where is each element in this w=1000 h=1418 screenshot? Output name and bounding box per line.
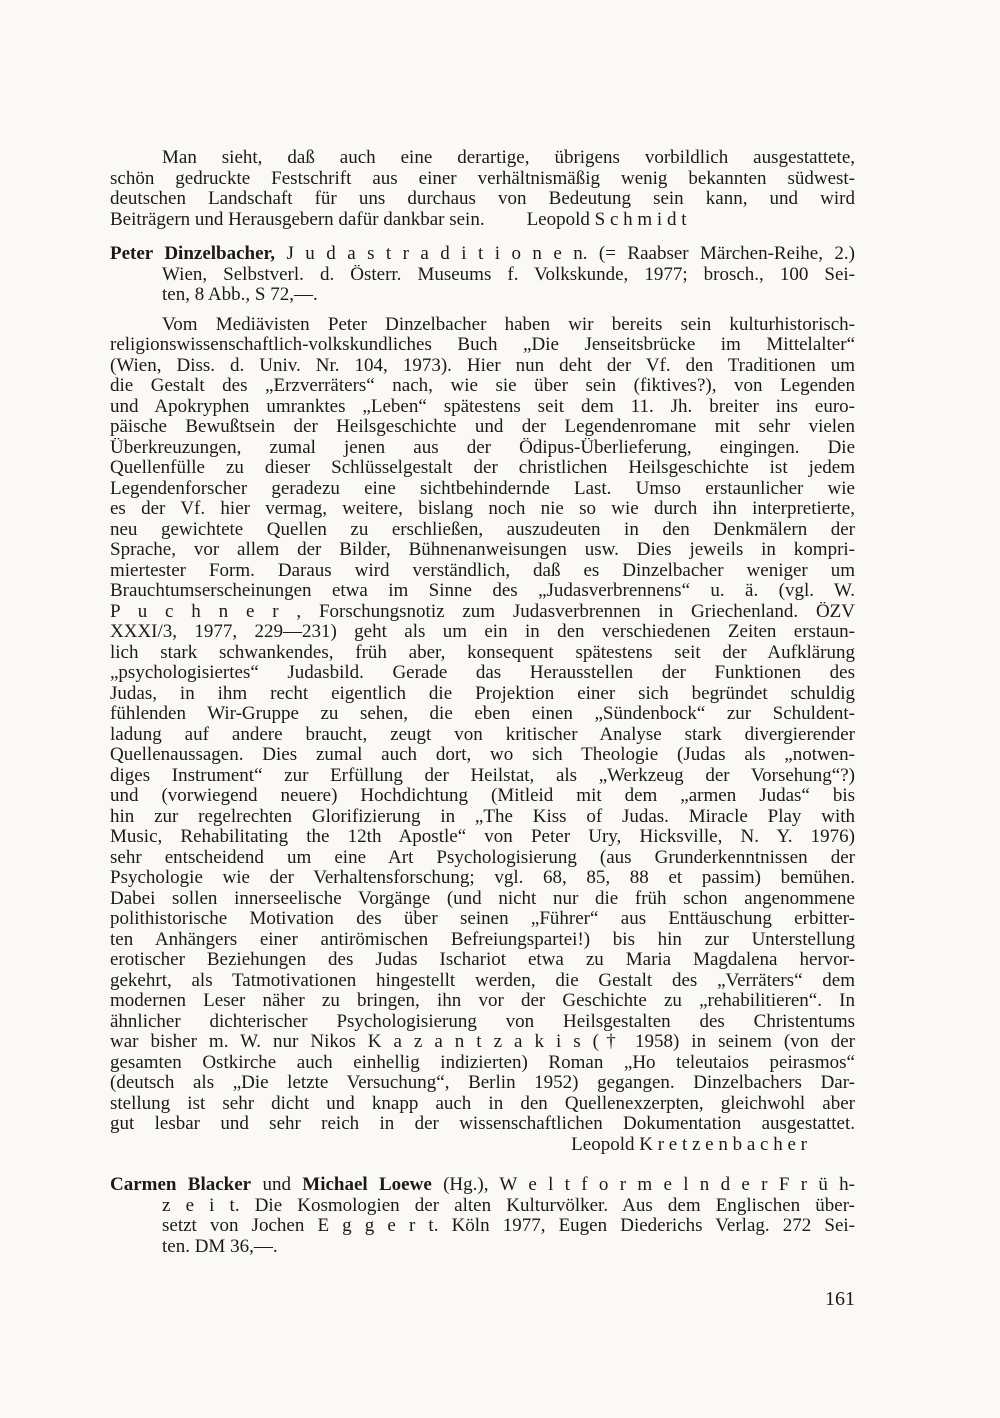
- text-line: neu gewichtete Quellen zu erschließen, auszudeuten in den Denkmälern der: [110, 519, 855, 540]
- text-line: XXXI/3, 1977, 229—231) geht als um ein in den verschiedenen Zeiten erstaun-: [110, 622, 855, 642]
- text-line: war bisher m. W. nur Nikos K a z a n t z a k i s († 1958) in seinem (von der: [110, 1032, 855, 1052]
- text-line: (Wien, Diss. d. Univ. Nr. 104, 1973). Hier nun deht der Vf. den Traditionen um: [110, 355, 855, 376]
- text-line: lich stark schwankendes, früh aber, konsequent spätestens seit der Aufklärung: [110, 642, 855, 663]
- text-line: fühlenden Wir-Gruppe zu sehen, die eben einen „Sündenbock“ zur Schuldent-: [110, 704, 855, 724]
- text-line: modernen Leser näher zu bringen, ihn vor der Geschichte zu „rehabilitieren“. In: [110, 991, 855, 1011]
- text-line: Legendenforscher geradezu eine sichtbehindernde Last. Umso erstaunlicher wie: [110, 478, 855, 499]
- text-line: stellung ist sehr dicht und knapp auch in den Quellenexzerpten, gleichwohl aber: [110, 1093, 855, 1114]
- text-line: [110, 210, 855, 231]
- text-column: [110, 148, 855, 1266]
- reviewer-signature: Leopold S c h m i d t: [526, 209, 687, 230]
- text-line: (deutsch als „Die letzte Versuchung“, Berlin 1952) gegangen. Dinzelbachers Dar-: [110, 1073, 855, 1093]
- text-segment: (Hg.), W e l t f o r m e l n d e r F r ü h-: [431, 1175, 855, 1195]
- bib-entry-blacker-loewe: [110, 1175, 855, 1257]
- reviewer-signature: Leopold K r e t z e n b a c h e r: [571, 1134, 807, 1155]
- text-line: [110, 244, 855, 265]
- text-line: sehr entscheidend um eine Art Psychologisierung (aus Grunderkenntnissen der: [110, 847, 855, 868]
- text-line: Dabei sollen innerseelische Vorgänge (und nicht nur die früh schon angenommene: [110, 888, 855, 909]
- text-line: es der Vf. hier vermag, weitere, bislang noch nie so wie durch ihn interpretierte,: [110, 499, 855, 519]
- text-line: ten, 8 Abb., S 72,—.: [162, 285, 318, 305]
- text-line: gekehrt, als Tatmotivationen hingestellt werden, die Gestalt des „Verräters“ dem: [110, 970, 855, 991]
- text-line: Brauchtumserscheinungen etwa im Sinne des „Judasverbrennens“ u. ä. (vgl. W.: [110, 581, 855, 601]
- text-line: und Apokryphen umranktes „Leben“ spätestens seit dem 11. Jh. breiter ins euro-: [110, 396, 855, 417]
- text-line: z e i t. Die Kosmologien der alten Kulturvölker. Aus dem Englischen über-: [162, 1195, 855, 1216]
- text-segment: und: [251, 1175, 303, 1195]
- text-line: erotischer Beziehungen des Judas Ischariot etwa zu Maria Magdalena hervor-: [110, 950, 855, 970]
- text-line: Wien, Selbstverl. d. Österr. Museums f. Volkskunde, 1977; brosch., 100 Sei-: [162, 264, 855, 285]
- text-line: Vom Mediävisten Peter Dinzelbacher haben wir bereits sein kulturhistorisch-: [162, 314, 855, 335]
- author-name: Carmen Blacker: [110, 1175, 252, 1195]
- text-line: die Gestalt des „Erzverräters“ nach, wie sie über sein (fiktives?), von Legenden: [110, 376, 855, 396]
- bib-entry-dinzelbacher: [110, 244, 855, 306]
- text-line: päische Bewußtsein der Heilsgeschichte und der Legendenromane mit sehr vielen: [110, 417, 855, 437]
- text-line: ten. DM 36,—.: [162, 1236, 278, 1257]
- text-segment: J u d a s t r a d i t i o n e n. (= Raabser Märchen-Reihe, 2.): [275, 244, 855, 264]
- text-line: ten Anhängers einer antirömischen Befreiungspartei!) bis hin zur Unterstellung: [110, 929, 855, 950]
- author-name: Michael Loewe: [302, 1175, 432, 1195]
- closing-paragraph-previous-review: [110, 148, 855, 230]
- text-line: schön gedruckte Festschrift aus einer verhältnismäßig wenig bekannten südwest-: [110, 168, 855, 189]
- text-line: Psychologie wie der Verhaltensforschung; vgl. 68, 85, 88 et passim) bemühen.: [110, 868, 855, 888]
- text-line: setzt von Jochen E g g e r t. Köln 1977, Eugen Diederichs Verlag. 272 Sei-: [162, 1216, 855, 1236]
- text-line: Quellenaussagen. Dies zumal auch dort, wo sich Theologie (Judas als „notwen-: [110, 745, 855, 765]
- text-line: religionswissenschaftlich-volkskundliches Buch „Die Jenseitsbrücke im Mittelalter“: [110, 335, 855, 355]
- page-number: 161: [825, 1288, 855, 1310]
- text-line: hin zur regelrechten Glorifizierung in „The Kiss of Judas. Miracle Play with: [110, 806, 855, 827]
- text-line: Music, Rehabilitating the 12th Apostle“ von Peter Ury, Hicksville, N. Y. 1976): [110, 827, 855, 847]
- text-line: polithistorische Motivation des über seinen „Führer“ aus Enttäuschung erbitter-: [110, 909, 855, 929]
- text-line: Überkreuzungen, zumal jenen aus der Ödipus-Überlieferung, eingingen. Die: [110, 437, 855, 458]
- text-segment: Beiträgern und Herausgebern dafür dankbar sein.: [110, 209, 485, 230]
- text-line: Man sieht, daß auch eine derartige, übrigens vorbildlich ausgestattete,: [162, 148, 855, 168]
- review-body-dinzelbacher: [110, 315, 855, 1135]
- text-line: Judas, in ihm recht eigentlich die Projektion einer sich begründet schuldig: [110, 683, 855, 704]
- text-line: Quellenfülle zu dieser Schlüsselgestalt der christlichen Heilsgeschichte ist jedem: [110, 458, 855, 478]
- text-line: ähnlicher dichterischer Psychologisierung von Heilsgestalten des Christentums: [110, 1011, 855, 1032]
- author-name: Peter Dinzelbacher,: [110, 244, 275, 264]
- text-line: Sprache, vor allem der Bilder, Bühnenanweisungen usw. Dies jeweils in kompri-: [110, 540, 855, 560]
- text-line: [110, 1175, 855, 1196]
- text-line: P u c h n e r , Forschungsnotiz zum Judasverbrennen in Griechenland. ÖZV: [110, 601, 855, 622]
- reviewer-signature-kretzenbacher: [110, 1135, 855, 1156]
- text-line: miertester Form. Daraus wird verständlich, daß es Dinzelbacher weniger um: [110, 560, 855, 581]
- text-line: diges Instrument“ zur Erfüllung der Heilstat, als „Werkzeug der Vorsehung“?): [110, 765, 855, 786]
- text-line: „psychologisiertes“ Judasbild. Gerade das Herausstellen der Funktionen des: [110, 663, 855, 683]
- text-line: gesamten Ostkirche auch einhellig indizierten) Roman „Ho teleutaios peirasmos“: [110, 1052, 855, 1073]
- text-line: und (vorwiegend neuere) Hochdichtung (Mitleid mit dem „armen Judas“ bis: [110, 786, 855, 806]
- text-line: gut lesbar und sehr reich in der wissenschaftlichen Dokumentation ausgestattet.: [110, 1114, 855, 1134]
- text-line: deutschen Landschaft für uns durchaus von Bedeutung sein kann, und wird: [110, 189, 855, 209]
- text-line: ladung auf andere braucht, zeugt von kritischer Analyse stark divergierender: [110, 724, 855, 745]
